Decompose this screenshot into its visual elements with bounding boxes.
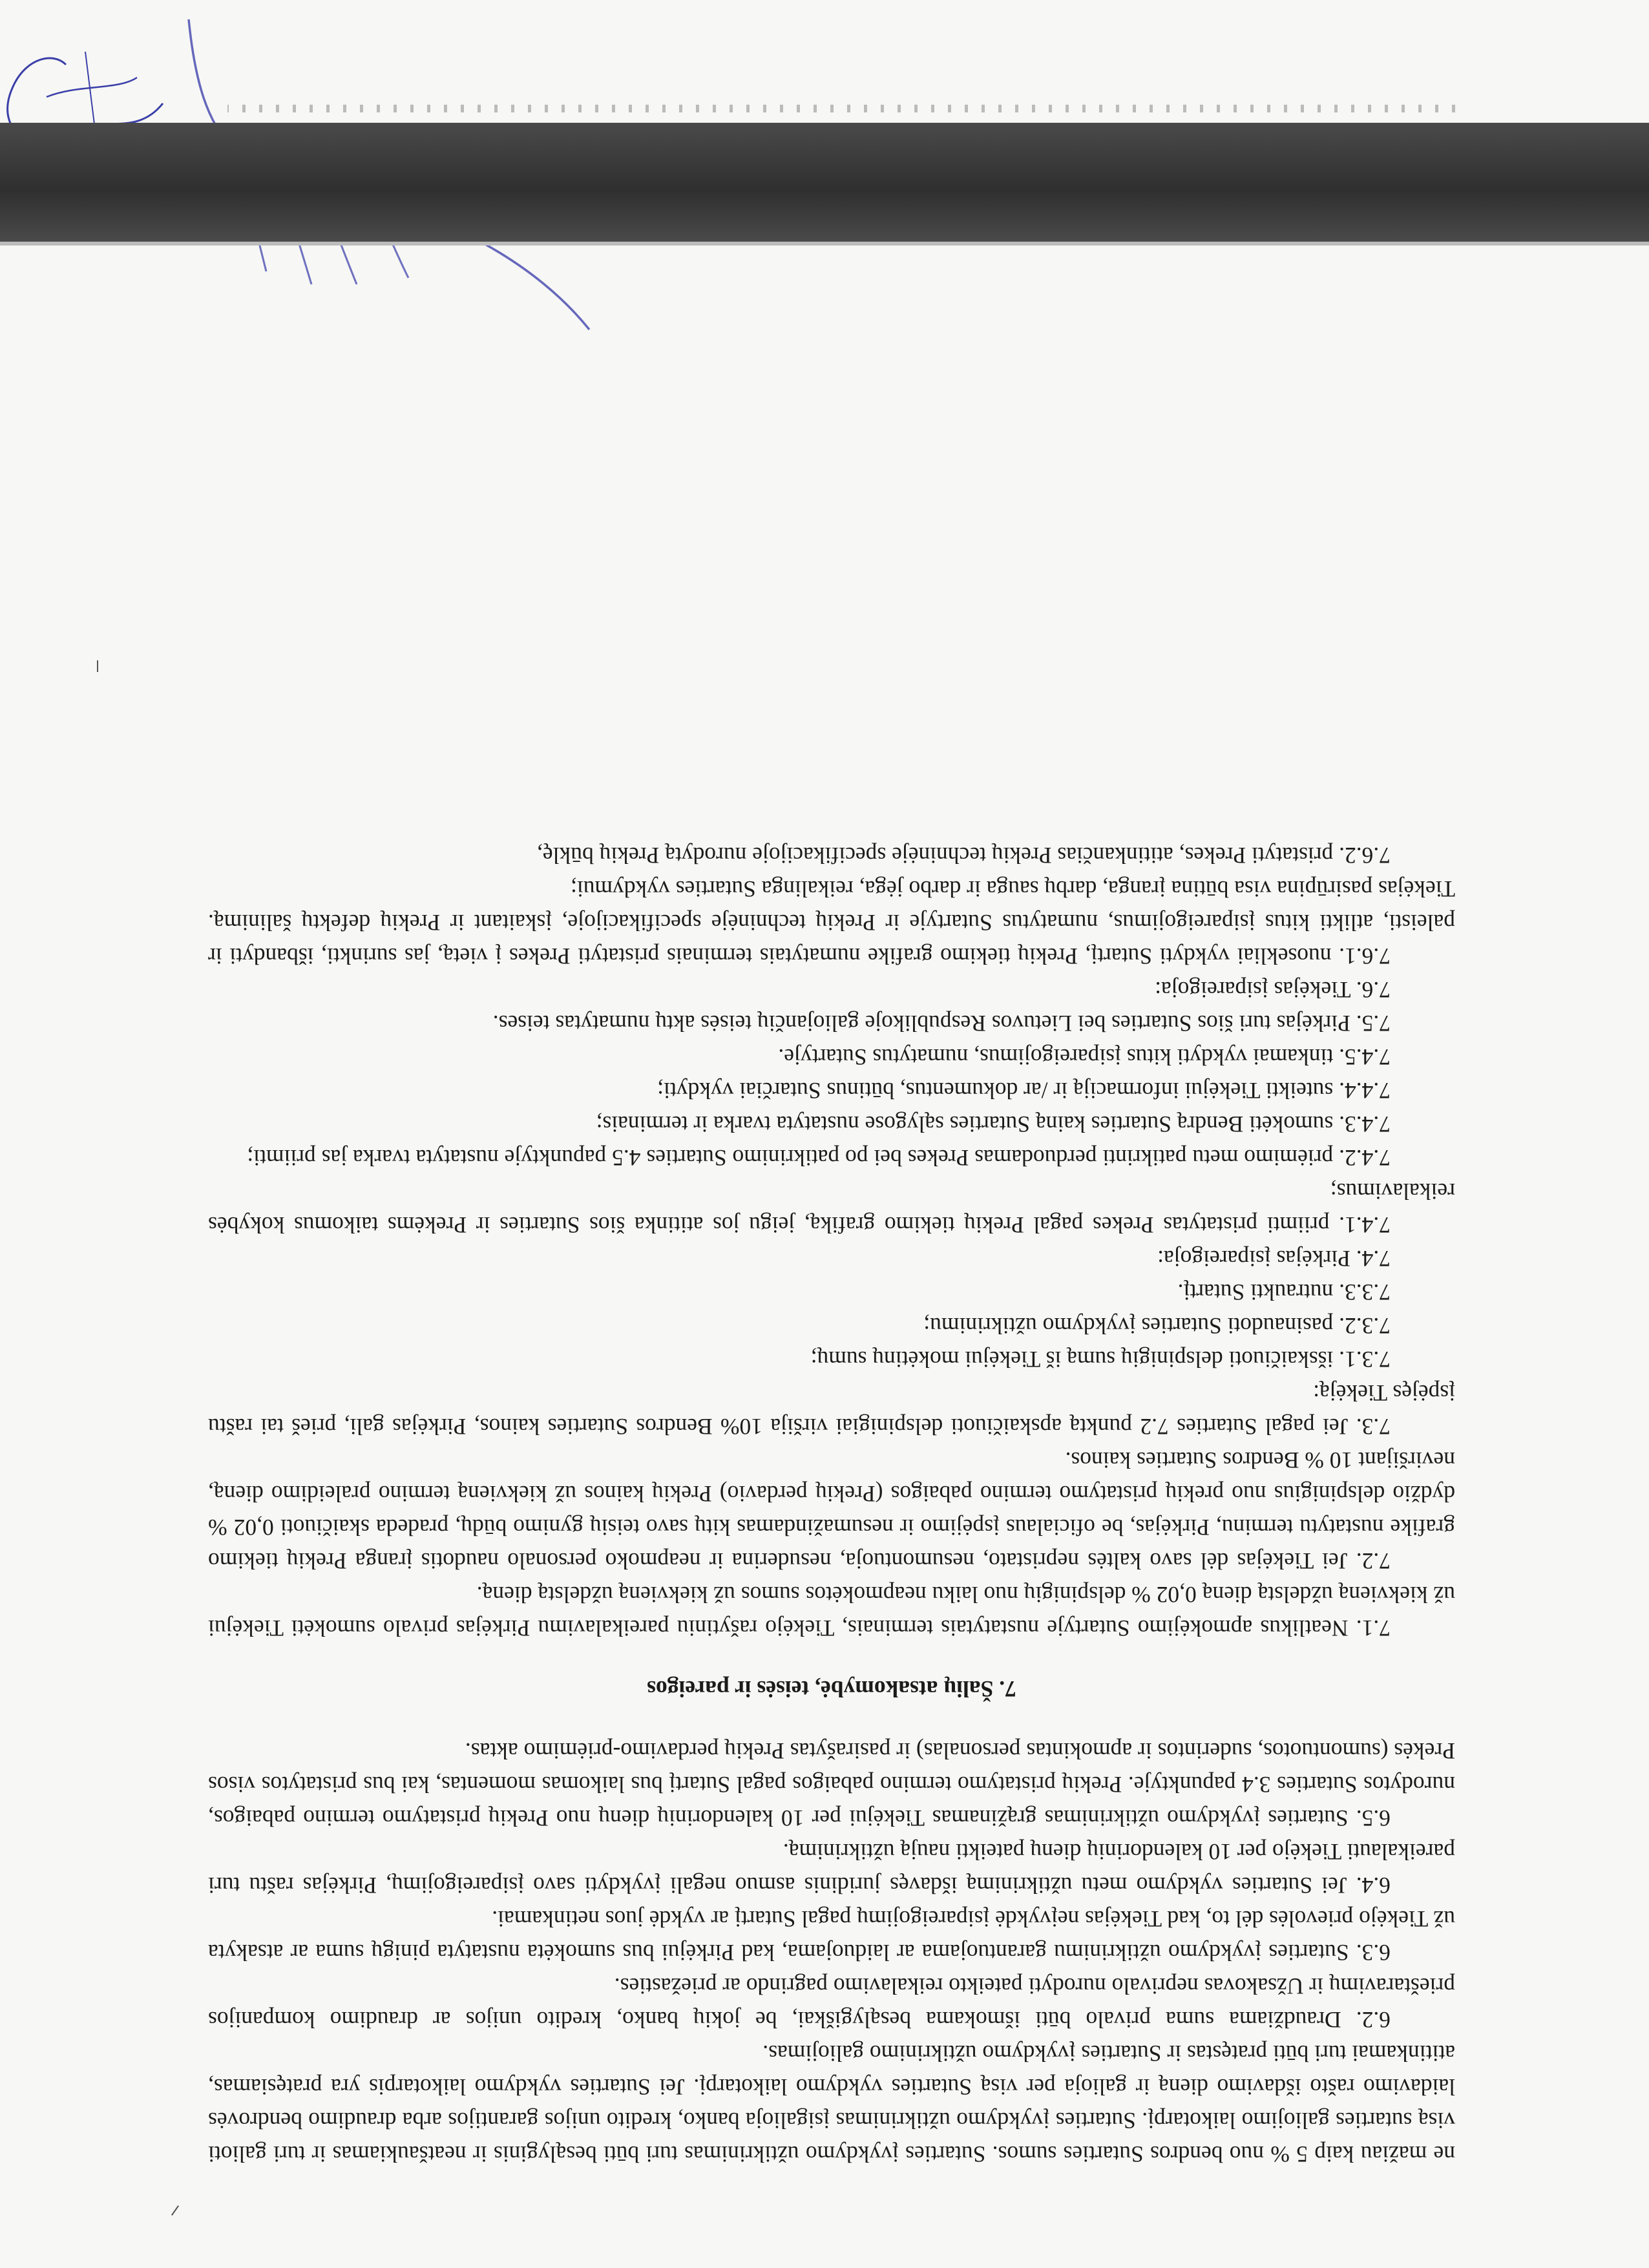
paragraph: 7.6.1. nuosekliai vykdyti Sutartį, Prekių tiekimo grafike numatytais terminais pristatyti Prekes į vietą, jas surinkti, išbandyti ir paleisti, atlikti kitus įsipareigojimus, numatytus Sutartyje ir Prekių techninėje specifikacijoje, įskaitant ir Prekių defektų šalinimą. Tiekėjas pasirūpina visa būtina įranga, darbų sauga ir darbo jėga, reikalinga Sutarties vykdymui; <box>208 876 1455 969</box>
paragraph: 7.4.2. priėmimo metu patikrinti perduodamas Prekes bei po patikrinimo Sutarties 4.5 papunktyje nustatyta tvarka jas priimti; <box>247 1145 1391 1171</box>
paragraph: 7.4.4. suteikti Tiekėjui informaciją ir /ar dokumentus, būtinus Sutarčiai vykdyti; <box>657 1078 1391 1104</box>
scanner-dot-line <box>227 105 1455 112</box>
paragraph: 6.2. Draudžiama suma privalo būti išmokama besąlygiškai, be jokių banko, kredito unijos ar draudimo kompanijos prieštaravimų ir Užsakovas neprivalo nurodyti pateikto reikalavimo pagrindo ar priežasties. <box>208 1973 1455 2033</box>
section-heading: 7. Šalių atsakomybė, teisės ir pareigos <box>647 1676 1016 1702</box>
paragraph: 6.3. Sutarties įvykdymo užtikrinimu garantuojama ar laiduojama, kad Pirkėjui bus sumokėta nustatyta pinigų suma ar atsakyta už Tiekėjo prievolės dėl to, kad Tiekėjas neįvykdė įsipareigojimų pagal Sutartį ar vykdė juos netinkamai. <box>208 1906 1455 1966</box>
paragraph: 7.1. Neatlikus apmokėjimo Sutartyje nustatytais terminais, Tiekėjo rašytiniu pareikalavimu Pirkėjas privalo sumokėti Tiekėjui už kiekvieną uždelstą dieną 0,02 % delspinigių nuo laiku neapmokėtos sumos už kiekvieną uždelstą dieną. <box>208 1582 1455 1641</box>
paragraph: 7.4. Pirkėjas įsipareigoja: <box>1157 1246 1391 1272</box>
paragraph: 7.6.2. pristatyti Prekes, atitinkančias Prekių techninėje specifikacijoje nurodytą Prekių būklę, <box>536 843 1391 868</box>
margin-mark <box>171 2205 179 2216</box>
paragraph: 6.5. Sutarties įvykdymo užtikrinimas grąžinamas Tiekėjui per 10 kalendorinių dienų nuo Prekių pristatymo termino pabaigos, nurodytos Sutarties 3.4 papunktyje. Prekių pristatymo termino pabaigos pagal Sutartį bus laikomas momentas, kai bus pristatytos visos Prekės (sumontuotos, suderintos ir apmokintas personalas) ir pasirašytas Prekių perdavimo-priėmimo aktas. <box>208 1738 1455 1831</box>
paragraph: 7.3.3. nutraukti Sutartį. <box>1177 1279 1391 1305</box>
scanner-artifact-band <box>0 123 1649 246</box>
paragraph: 7.4.1. priimti pristatytas Prekes pagal Prekių tiekimo grafiką, jeigu jos atitinka šios Sutarties ir Prekėms taikomus kokybės reikalavimus; <box>208 1179 1455 1238</box>
paragraph: 7.2. Jei Tiekėjas dėl savo kaltės nepristato, nesumontuoja, nesuderina ir neapmoko personalo naudotis įranga Prekių tiekimo grafike nustatytu terminu, Pirkėjas, be oficialaus įspėjimo ir nesumažindamas kitų savo teisių gynimo būdų, pradeda skaičiuoti 0,02 % dydžio delspinigius nuo prekių pristatymo termino pabaigos (Prekių perdavio) Prekių kainos už kiekvieną termino praleidimo dieną, neviršijant 10 % Bendros Sutarties kainos. <box>208 1447 1455 1574</box>
document-body <box>208 839 1455 2171</box>
paragraph: ne mažiau kaip 5 % nuo bendros Sutarties sumos. Sutarties įvykdymo užtikrinimas turi būti besąlyginis ir neatšaukiamas ir turi galioti visą sutarties galiojimo laikotarpį. Sutarties įvykdymo užtikrinimas įsigalioja banko, kredito unijos garantijos arba draudimo bendrovės laidavimo rašto išdavimo dieną ir galioja per visą Sutarties vykdymo laikotarpį. Jei Sutarties vykdymo laikotarpis yra pratęsiamas, atitinkamai turi būti pratęstas ir Sutarties įvykdymo užtikrinimo galiojimas. <box>208 2041 1455 2167</box>
paragraph: 7.4.3. sumokėti Bendrą Sutarties kainą Sutarties sąlygose nustatyta tvarka ir terminais; <box>596 1111 1391 1137</box>
paragraph: 7.3. Jei pagal Sutarties 7.2 punktą apskaičiuoti delspinigiai viršija 10% Bendros Sutarties kainos, Pirkėjas gali, prieš tai raštu įspėjęs Tiekėją: <box>208 1380 1455 1440</box>
paragraph: 7.5. Pirkėjas turi šios Sutarties bei Lietuvos Respublikoje galiojančių teisės aktų numatytas teises. <box>492 1011 1391 1036</box>
paragraph: 7.4.5. tinkamai vykdyti kitus įsipareigojimus, numatytus Sutartyje. <box>778 1044 1391 1070</box>
margin-mark <box>97 660 98 672</box>
paragraph: 7.3.2. pasinaudoti Sutarties įvykdymo užtikrinimu; <box>923 1313 1391 1339</box>
paragraph: 7.6. Tiekėjas įsipareigoja: <box>1155 977 1391 1003</box>
paragraph: 6.4. Jei Sutarties vykdymo metu užtikrinimą išdavęs juridinis asmuo negali įvykdyti savo įsipareigojimų, Pirkėjas raštu turi pareikalauti Tiekėjo per 10 kalendorinių dienų pateikti naują užtikrinimą. <box>208 1839 1455 1898</box>
paragraph: 7.3.1. išskaičiuoti delspinigių sumą iš Tiekėjui mokėtinų sumų; <box>810 1347 1391 1372</box>
